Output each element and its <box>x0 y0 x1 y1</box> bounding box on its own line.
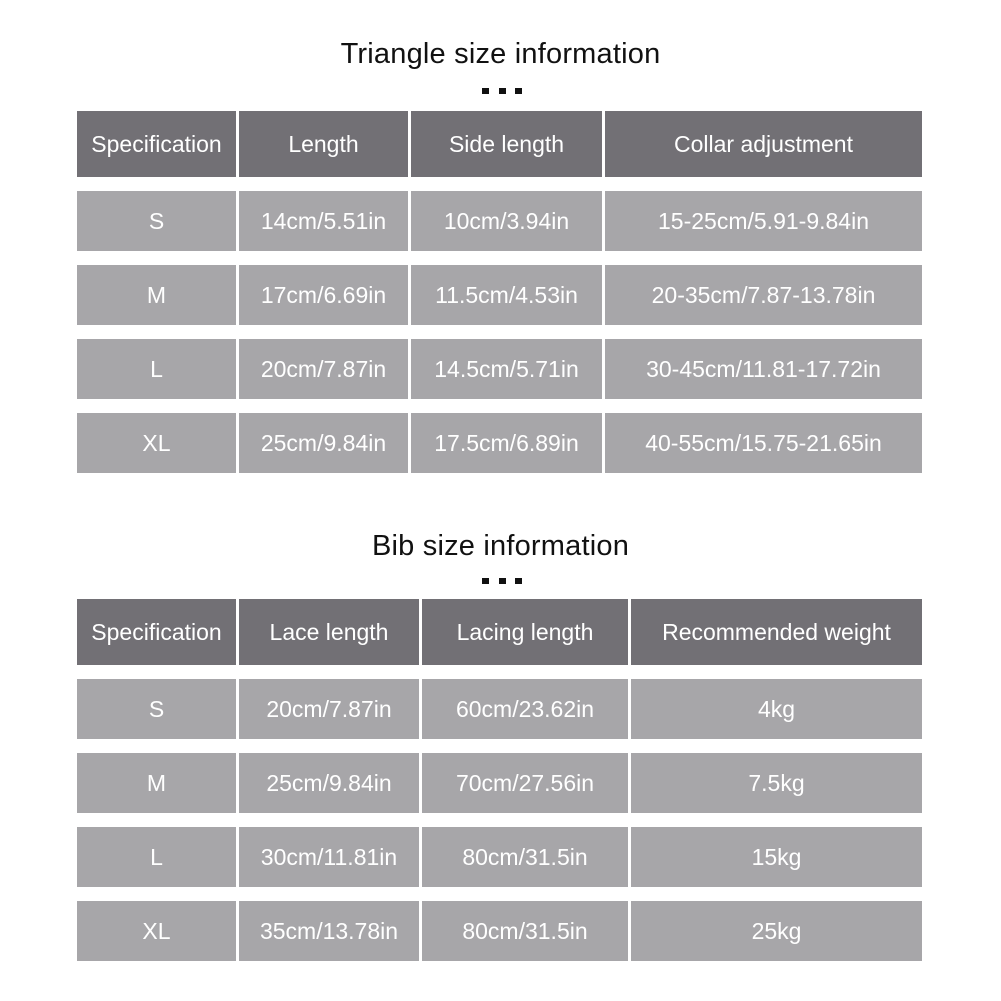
table-cell: M <box>77 265 239 325</box>
table-cell: 14.5cm/5.71in <box>411 339 605 399</box>
table-row <box>77 339 922 399</box>
table-cell: 10cm/3.94in <box>411 191 605 251</box>
table-cell: 4kg <box>631 679 922 739</box>
table-cell: 25kg <box>631 901 922 961</box>
table-cell: 17.5cm/6.89in <box>411 413 605 473</box>
table-cell: 15kg <box>631 827 922 887</box>
table-cell: XL <box>77 413 239 473</box>
table-cell: 20-35cm/7.87-13.78in <box>605 265 922 325</box>
table-row <box>77 827 922 887</box>
table-cell: S <box>77 679 239 739</box>
table-cell: 60cm/23.62in <box>422 679 631 739</box>
table-cell: 20cm/7.87in <box>239 339 411 399</box>
table-row <box>77 413 922 473</box>
bib-section-title: Bib size information <box>371 530 630 562</box>
table-cell: 7.5kg <box>631 753 922 813</box>
table-header-row <box>77 599 922 665</box>
table-cell: L <box>77 339 239 399</box>
table-cell: 17cm/6.69in <box>239 265 411 325</box>
table-cell: L <box>77 827 239 887</box>
table-cell: 40-55cm/15.75-21.65in <box>605 413 922 473</box>
table-row <box>77 753 922 813</box>
table-cell: 80cm/31.5in <box>422 827 631 887</box>
table-cell: 30-45cm/11.81-17.72in <box>605 339 922 399</box>
table-cell: S <box>77 191 239 251</box>
header-cell-specification: Specification <box>77 111 239 177</box>
table-header-row <box>77 111 922 177</box>
header-cell-collar-adjustment: Collar adjustment <box>605 111 922 177</box>
table-cell: 15-25cm/5.91-9.84in <box>605 191 922 251</box>
table-row <box>77 679 922 739</box>
table-cell: 25cm/9.84in <box>239 753 422 813</box>
table-cell: 20cm/7.87in <box>239 679 422 739</box>
table-row <box>77 191 922 251</box>
header-cell-lacing-length: Lacing length <box>422 599 631 665</box>
table-cell: 25cm/9.84in <box>239 413 411 473</box>
header-cell-lace-length: Lace length <box>239 599 422 665</box>
table-cell: 11.5cm/4.53in <box>411 265 605 325</box>
table-cell: 14cm/5.51in <box>239 191 411 251</box>
bib-title-dots <box>482 578 522 584</box>
table-cell: 30cm/11.81in <box>239 827 422 887</box>
header-cell-recommended-weight: Recommended weight <box>631 599 922 665</box>
table-cell: 80cm/31.5in <box>422 901 631 961</box>
table-cell: 70cm/27.56in <box>422 753 631 813</box>
header-cell-specification: Specification <box>77 599 239 665</box>
header-cell-length: Length <box>239 111 411 177</box>
table-cell: XL <box>77 901 239 961</box>
table-row <box>77 901 922 961</box>
triangle-section-title: Triangle size information <box>340 38 661 70</box>
triangle-title-dots <box>482 88 522 94</box>
table-cell: M <box>77 753 239 813</box>
table-cell: 35cm/13.78in <box>239 901 422 961</box>
table-row <box>77 265 922 325</box>
header-cell-side-length: Side length <box>411 111 605 177</box>
